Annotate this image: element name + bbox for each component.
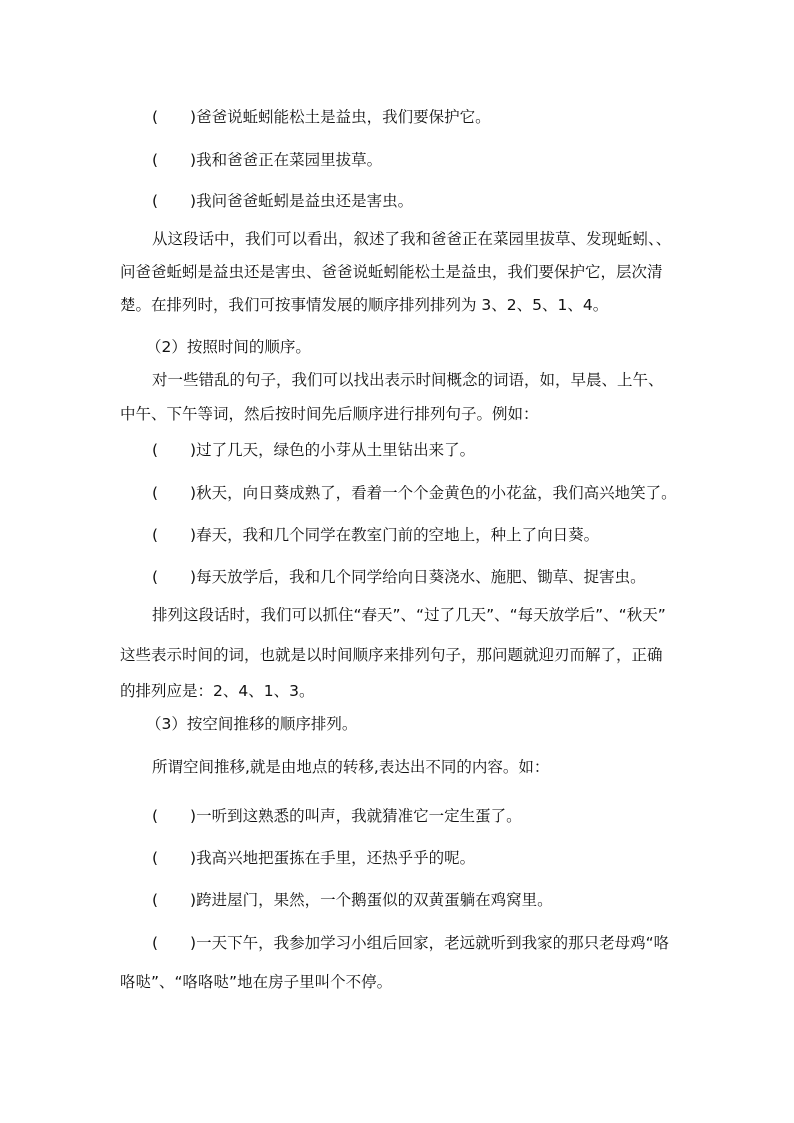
item-text: 爸爸说蚯蚓能松土是益虫，我们要保护它。 [196,108,491,126]
answer-blank[interactable]: ( [152,807,159,825]
item-text: 秋天，向日葵成熟了，看着一个个金黄色的小花盆，我们高兴地笑了。 [196,484,677,502]
exercise-item: ( )一天下午，我参加学习小组后回家，老远就听到我家的那只老母鸡“咯 [152,934,670,952]
item-continuation: 咯哒”、“咯咯哒”地在房子里叫个不停。 [120,973,393,991]
item-text: 我高兴地把蛋拣在手里，还热乎乎的呢。 [196,849,476,867]
explanation-line: 楚。在排列时，我们可按事情发展的顺序排列排列为 3、2、5、1、4。 [120,296,609,314]
intro-line: 中午、下午等词，然后按时间先后顺序进行排列句子。例如： [120,405,539,423]
section-heading: （2）按照时间的顺序。 [146,338,311,356]
exercise-item: ( )我问爸爸蚯蚓是益虫还是害虫。 [152,192,414,210]
item-text: 我和爸爸正在菜园里拔草。 [196,151,383,169]
exercise-item: ( )秋天，向日葵成熟了，看着一个个金黄色的小花盆，我们高兴地笑了。 [152,484,677,502]
section-heading: （3）按空间推移的顺序排列。 [146,715,358,733]
answer-blank[interactable]: ( [152,484,159,502]
explanation-line: 排列这段话时，我们可以抓住“春天”、“过了几天”、“每天放学后”、“秋天” [152,606,666,624]
item-text: 过了几天，绿色的小芽从土里钻出来了。 [196,441,476,459]
explanation-line: 的排列应是：2、4、1、3。 [120,682,315,700]
item-text: 一天下午，我参加学习小组后回家，老远就听到我家的那只老母鸡“咯 [196,934,670,952]
answer-blank[interactable]: ( [152,192,159,210]
explanation-line: 从这段话中，我们可以看出，叙述了我和爸爸正在菜园里拔草、发现蚯蚓、、 [152,230,672,248]
answer-blank[interactable]: ( [152,934,159,952]
intro-line: 所谓空间推移,就是由地点的转移,表达出不同的内容。如： [152,758,550,776]
exercise-item: ( )春天，我和几个同学在教室门前的空地上，种上了向日葵。 [152,526,600,544]
explanation-line: 这些表示时间的词，也就是以时间顺序来排列句子，那问题就迎刃而解了，正确 [120,646,663,664]
answer-blank[interactable]: ( [152,108,159,126]
answer-blank[interactable]: ( [152,441,159,459]
answer-blank[interactable]: ( [152,849,159,867]
item-text: 我问爸爸蚯蚓是益虫还是害虫。 [196,192,414,210]
intro-line: 对一些错乱的句子，我们可以找出表示时间概念的词语，如，早晨、上午、 [152,371,664,389]
exercise-item: ( )爸爸说蚯蚓能松土是益虫，我们要保护它。 [152,108,491,126]
exercise-item: ( )我和爸爸正在菜园里拔草。 [152,151,383,169]
exercise-item: ( )我高兴地把蛋拣在手里，还热乎乎的呢。 [152,849,476,867]
answer-blank[interactable]: ( [152,568,159,586]
exercise-item: ( )每天放学后，我和几个同学给向日葵浇水、施肥、锄草、捉害虫。 [152,568,646,586]
answer-blank[interactable]: ( [152,891,159,909]
exercise-item: ( )过了几天，绿色的小芽从土里钻出来了。 [152,441,476,459]
answer-blank[interactable]: ( [152,151,159,169]
item-text: 每天放学后，我和几个同学给向日葵浇水、施肥、锄草、捉害虫。 [196,568,646,586]
answer-blank[interactable]: ( [152,526,159,544]
explanation-line: 问爸爸蚯蚓是益虫还是害虫、爸爸说蚯蚓能松土是益虫，我们要保护它，层次清 [120,263,663,281]
exercise-item: ( )一听到这熟悉的叫声，我就猜准它一定生蛋了。 [152,807,522,825]
exercise-item: ( )跨进屋门，果然，一个鹅蛋似的双黄蛋躺在鸡窝里。 [152,891,553,909]
item-text: 跨进屋门，果然，一个鹅蛋似的双黄蛋躺在鸡窝里。 [196,891,553,909]
item-text: 春天，我和几个同学在教室门前的空地上，种上了向日葵。 [196,526,600,544]
item-text: 一听到这熟悉的叫声，我就猜准它一定生蛋了。 [196,807,522,825]
